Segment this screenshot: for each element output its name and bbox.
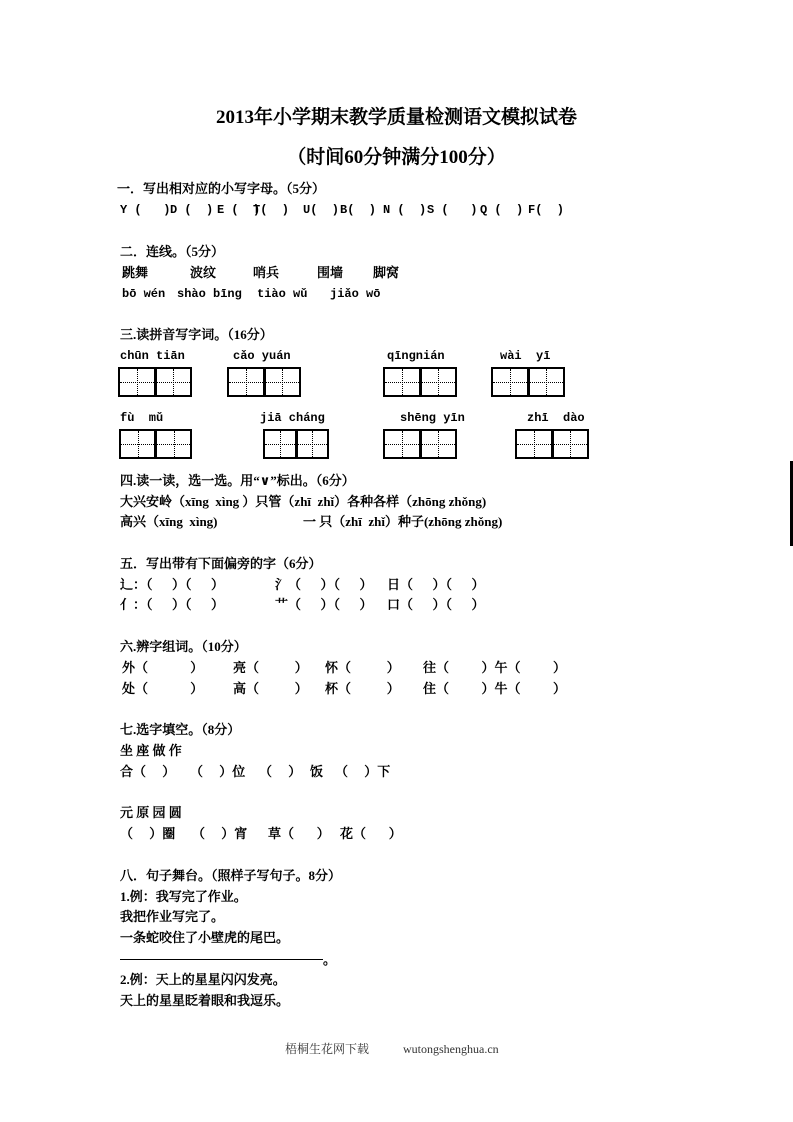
- answer-blank-line: [120, 959, 323, 960]
- word-group-item: 怀（ ）: [325, 660, 400, 675]
- sentence-line: 我把作业写完了。: [120, 909, 225, 924]
- radical-item: 氵（ ）（ ）: [275, 577, 373, 592]
- sentence-line: 1.例：我写完了作业。: [120, 889, 247, 904]
- pinyin-label: cǎo yuán: [233, 349, 291, 363]
- page-title: 2013年小学期末教学质量检测语文模拟试卷: [215, 107, 577, 128]
- grid-cell: [493, 369, 527, 395]
- fill-blank-item: （ ）圈: [120, 826, 176, 841]
- letter-item: Q ( ): [480, 203, 524, 217]
- fill-blank-item: （ ）: [259, 764, 302, 779]
- grid-cell: [121, 431, 154, 457]
- writing-grid: [515, 429, 589, 459]
- pinyin-item: bō wén: [122, 287, 166, 301]
- question-line: 一 只（zhī zhǐ）种子(zhōng zhǒng): [303, 514, 503, 529]
- word-group-item: 外（ ）: [122, 660, 204, 675]
- word-item: 围墙: [317, 265, 344, 280]
- word-item: 哨兵: [253, 265, 280, 280]
- grid-cell: [419, 369, 456, 395]
- sentence-line: 天上的星星眨着眼和我逗乐。: [120, 993, 290, 1008]
- page-subtitle: （时间60分钟满分100分）: [287, 147, 506, 168]
- word-group-item: 亮（ ）: [233, 660, 308, 675]
- letter-item: Y ( ): [120, 203, 171, 217]
- radical-item: 日（ ）（ ）: [387, 577, 485, 592]
- pinyin-label: qīngnián: [387, 349, 445, 363]
- fill-blank-item: 合（ ）: [120, 764, 176, 779]
- pinyin-label: chūn tiān: [120, 349, 185, 363]
- sentence-line: 2.例：天上的星星闪闪发亮。: [120, 972, 286, 987]
- letter-item: N ( ): [383, 203, 427, 217]
- grid-cell: [527, 369, 564, 395]
- section-6-heading: 六.辨字组词。（10分）: [120, 639, 247, 654]
- pinyin-item: shào bīng: [177, 287, 242, 301]
- sentence-end-mark: 。: [323, 952, 337, 967]
- letter-item: U( ): [303, 203, 340, 217]
- fill-blank-item: （ ）下: [335, 764, 391, 779]
- section-8-heading: 八．句子舞台。（照样子写句子。8分）: [120, 868, 342, 883]
- writing-grid: [263, 429, 329, 459]
- fill-blank-item: （ ）位: [190, 764, 246, 779]
- pinyin-item: tiào wǔ: [257, 287, 308, 301]
- word-group-item: 高（ ）: [233, 681, 308, 696]
- question-line: 高兴（xīng xìng): [120, 514, 218, 529]
- section-1-heading: 一．写出相对应的小写字母。（5分）: [117, 181, 326, 196]
- fill-blank-item: 饭: [310, 764, 324, 779]
- radical-item: 辶：（ ）（ ）: [120, 577, 225, 592]
- grid-cell: [551, 431, 588, 457]
- fill-blank-item: 草（ ）: [268, 826, 330, 841]
- choice-characters: 坐 座 做 作: [120, 743, 182, 758]
- grid-cell: [229, 369, 263, 395]
- word-group-item: 杯（ ）: [325, 681, 400, 696]
- section-5-heading: 五．写出带有下面偏旁的字（6分）: [120, 556, 322, 571]
- radical-item: 口（ ）（ ）: [387, 597, 485, 612]
- fill-blank-item: （ ）宵: [192, 826, 248, 841]
- grid-cell: [120, 369, 154, 395]
- grid-cell: [385, 369, 419, 395]
- writing-grid: [119, 429, 192, 459]
- writing-grid: [383, 367, 457, 397]
- pinyin-label: wài yī: [500, 349, 551, 363]
- grid-cell: [517, 431, 551, 457]
- writing-grid: [383, 429, 457, 459]
- section-4-heading: 四.读一读，选一选。用“∨”标出。（6分）: [120, 473, 355, 488]
- fill-blank-item: 花（ ）: [340, 826, 402, 841]
- grid-cell: [385, 431, 419, 457]
- grid-cell: [154, 369, 191, 395]
- word-group-item: 处（ ）: [122, 681, 204, 696]
- grid-cell: [419, 431, 456, 457]
- question-line: 大兴安岭（xīng xìng ）只管（zhī zhǐ）各种各样（zhōng zhǒng): [120, 494, 487, 509]
- word-item: 波纹: [190, 265, 217, 280]
- section-7-heading: 七.选字填空。（8分）: [120, 722, 241, 737]
- radical-item: 亻：（ ）（ ）: [120, 597, 225, 612]
- sentence-line: 一条蛇咬住了小壁虎的尾巴。: [120, 930, 290, 945]
- pinyin-label: zhī dào: [527, 411, 585, 425]
- grid-cell: [263, 369, 300, 395]
- pinyin-label: shēng yīn: [400, 411, 465, 425]
- footer-url: wutongshenghua.cn: [403, 1042, 499, 1056]
- grid-cell: [265, 431, 295, 457]
- section-2-heading: 二．连线。（5分）: [120, 244, 225, 259]
- word-item: 脚窝: [373, 265, 400, 280]
- writing-grid: [227, 367, 301, 397]
- word-group-item: 往（ ）午（ ）: [423, 660, 567, 675]
- section-3-heading: 三.读拼音写字词。（16分）: [120, 327, 273, 342]
- pinyin-label: jiā cháng: [260, 411, 325, 425]
- pinyin-label: fù mǔ: [120, 411, 164, 425]
- word-item: 跳舞: [122, 265, 149, 280]
- writing-grid: [491, 367, 565, 397]
- choice-characters: 元 原 园 圆: [120, 805, 182, 820]
- radical-item: 艹（ ）（ ）: [275, 597, 373, 612]
- grid-cell: [295, 431, 328, 457]
- pinyin-item: jiǎo wō: [330, 287, 381, 301]
- letter-item: S ( ): [427, 203, 478, 217]
- letter-item: T( ): [253, 203, 290, 217]
- grid-cell: [154, 431, 190, 457]
- letter-item: B( ): [340, 203, 377, 217]
- letter-item: F( ): [528, 203, 565, 217]
- word-group-item: 住（ ）牛（ ）: [423, 681, 567, 696]
- writing-grid: [118, 367, 192, 397]
- footer-site-name: 梧桐生花网下载: [285, 1042, 370, 1056]
- letter-item: D ( ): [170, 203, 214, 217]
- letter-item: E ( ): [217, 203, 261, 217]
